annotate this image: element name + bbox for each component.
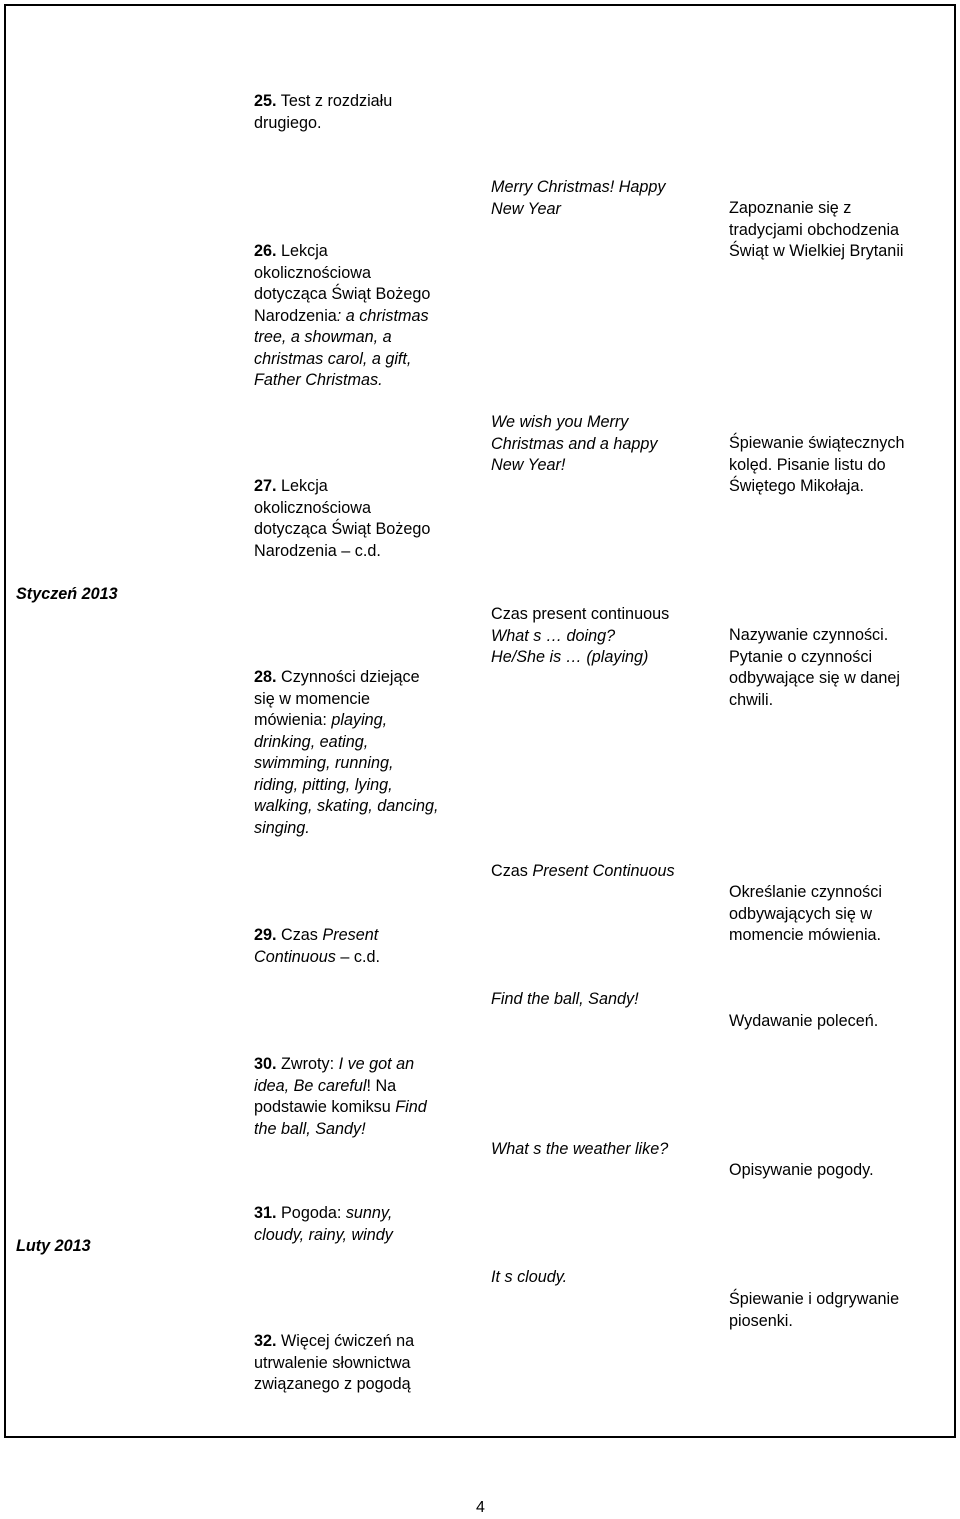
- lesson-number: 28.: [254, 668, 277, 686]
- lesson-25: 25. Test z rozdziału drugiego.: [254, 92, 393, 132]
- skill-weather: Opisywanie pogody.: [729, 1161, 874, 1179]
- lesson-number: 26.: [254, 242, 277, 260]
- lesson-number: 31.: [254, 1204, 277, 1222]
- language-xmas-2: We wish you Merry Christmas and a happy New Year!: [491, 413, 658, 474]
- lesson-30: 30. Zwroty: I ve got an idea, Be careful! Na podstawie komiksu Find the ball, Sandy!: [254, 1055, 427, 1138]
- lesson-26: 26. Lekcja okolicznościowa dotycząca Świąt Bożego Narodzenia: a christmas tree, a showman, a christmas carol, a gift, Father Christmas.: [254, 242, 431, 389]
- month-january: Styczeń 2013: [16, 585, 118, 603]
- lesson-number: 30.: [254, 1055, 277, 1073]
- lesson-number: 27.: [254, 477, 277, 495]
- skill-naming-activities: Nazywanie czynności. Pytanie o czynności odbywające się w danej chwili.: [729, 626, 900, 709]
- skill-commands: Wydawanie poleceń.: [729, 1012, 879, 1030]
- language-find-ball: Find the ball, Sandy!: [491, 990, 639, 1008]
- lesson-number: 25.: [254, 92, 277, 110]
- language-weather: What s the weather like?: [491, 1140, 669, 1158]
- skill-song: Śpiewanie i odgrywanie piosenki.: [729, 1290, 900, 1330]
- lesson-32: 32. Więcej ćwiczeń na utrwalenie słownictwa związanego z pogodą: [254, 1332, 415, 1393]
- language-present-continuous: Czas present continuous What s … doing? He/She is … (playing): [491, 605, 670, 666]
- lesson-27: 27. Lekcja okolicznościowa dotycząca Świąt Bożego Narodzenia – c.d.: [254, 477, 431, 560]
- lesson-28: 28. Czynności dziejące się w momencie mówienia: playing, drinking, eating, swimming, running, riding, pitting, lying, walking, skating, dancing, singing.: [254, 668, 439, 837]
- page-number: 4: [476, 1499, 485, 1516]
- lesson-29: 29. Czas Present Continuous – c.d.: [254, 926, 380, 966]
- lesson-31: 31. Pogoda: sunny, cloudy, rainy, windy: [254, 1204, 393, 1244]
- lesson-number: 32.: [254, 1332, 277, 1350]
- skill-describing-activities: Określanie czynności odbywających się w momencie mówienia.: [729, 883, 882, 944]
- language-present-continuous-2: Czas Present Continuous: [491, 862, 675, 880]
- language-cloudy: It s cloudy.: [491, 1268, 568, 1286]
- month-february: Luty 2013: [16, 1237, 91, 1255]
- lesson-number: 29.: [254, 926, 277, 944]
- language-xmas-1: Merry Christmas! Happy New Year: [491, 178, 666, 218]
- skill-carols: Śpiewanie świątecznych kolęd. Pisanie listu do Świętego Mikołaja.: [729, 434, 905, 495]
- skill-traditions: Zapoznanie się z tradycjami obchodzenia Świąt w Wielkiej Brytanii: [729, 199, 904, 260]
